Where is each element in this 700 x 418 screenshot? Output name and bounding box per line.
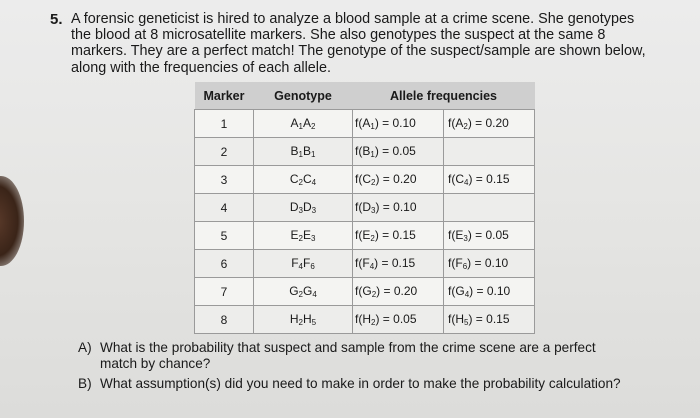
marker-cell: 6 <box>195 250 254 278</box>
table-row <box>195 166 535 194</box>
frequency-cell: $f(E_2) = 0.15$ <box>353 222 444 250</box>
question-number: 5. <box>50 11 63 28</box>
table-row <box>195 110 535 138</box>
marker-cell: 3 <box>195 166 254 194</box>
marker-cell: 8 <box>195 306 254 334</box>
part-a-label: A) <box>78 340 92 355</box>
frequency-cell: $f(G_2) = 0.20$ <box>353 278 444 306</box>
frequency-cell: $f(H_5) = 0.15$ <box>444 306 535 334</box>
frequency-cell: $f(E_3) = 0.05$ <box>444 222 535 250</box>
table-body <box>195 110 535 334</box>
frequency-cell: $f(H_2) = 0.05$ <box>353 306 444 334</box>
allele-frequency-table <box>194 82 535 334</box>
frequency-cell: $f(A_1) = 0.10$ <box>353 110 444 138</box>
intro-line: the blood at 8 microsatellite markers. She also genotypes the suspect at the same 8 <box>71 27 606 44</box>
genotype-cell: $D_3D_3$ <box>254 194 353 222</box>
frequency-cell: $f(A_2) = 0.20$ <box>444 110 535 138</box>
marker-cell: 4 <box>195 194 254 222</box>
part-b-line: What assumption(s) did you need to make in order to make the probability calculation? <box>100 376 621 391</box>
frequency-cell: $f(G_4) = 0.10$ <box>444 278 535 306</box>
genotype-cell: $G_2G_4$ <box>254 278 353 306</box>
frequency-cell: $f(C_2) = 0.20$ <box>353 166 444 194</box>
part-b-label: B) <box>78 376 92 391</box>
table-row <box>195 306 535 334</box>
intro-line: along with the frequencies of each allele. <box>71 59 332 76</box>
genotype-cell: $E_2E_3$ <box>254 222 353 250</box>
genotype-cell: $F_4F_6$ <box>254 250 353 278</box>
frequency-cell: $f(B_1) = 0.05$ <box>353 138 444 166</box>
table-row <box>195 222 535 250</box>
part-a-line: What is the probability that suspect and sample from the crime scene are a perfect <box>100 340 596 355</box>
frequency-cell <box>444 138 535 166</box>
table-row <box>195 138 535 166</box>
table-row <box>195 278 535 306</box>
marker-cell: 1 <box>195 110 254 138</box>
frequency-cell: $f(D_3) = 0.10$ <box>353 194 444 222</box>
frequency-cell: $f(F_4) = 0.15$ <box>353 250 444 278</box>
frequency-cell: $f(F_6) = 0.10$ <box>444 250 535 278</box>
genotype-cell: $H_2H_5$ <box>254 306 353 334</box>
genotype-cell: $B_1B_1$ <box>254 138 353 166</box>
intro-line: A forensic geneticist is hired to analyze a blood sample at a crime scene. She genotypes <box>71 11 635 27</box>
table-row <box>195 194 535 222</box>
frequency-cell: $f(C_4) = 0.15$ <box>444 166 535 194</box>
question-intro <box>71 11 671 76</box>
marker-cell: 5 <box>195 222 254 250</box>
header-allele-frequencies: Allele frequencies <box>353 82 535 110</box>
table-header-row <box>195 82 535 110</box>
part-a-line: match by chance? <box>100 356 211 371</box>
marker-cell: 2 <box>195 138 254 166</box>
frequency-cell <box>444 194 535 222</box>
genotype-cell: $C_2C_4$ <box>254 166 353 194</box>
table-row <box>195 250 535 278</box>
header-genotype: Genotype <box>254 82 353 110</box>
marker-cell: 7 <box>195 278 254 306</box>
intro-line: markers. They are a perfect match! The genotype of the suspect/sample are shown below, <box>71 43 646 60</box>
thumb-shadow <box>0 176 24 266</box>
header-marker: Marker <box>195 82 254 110</box>
genotype-cell: $A_1A_2$ <box>254 110 353 138</box>
